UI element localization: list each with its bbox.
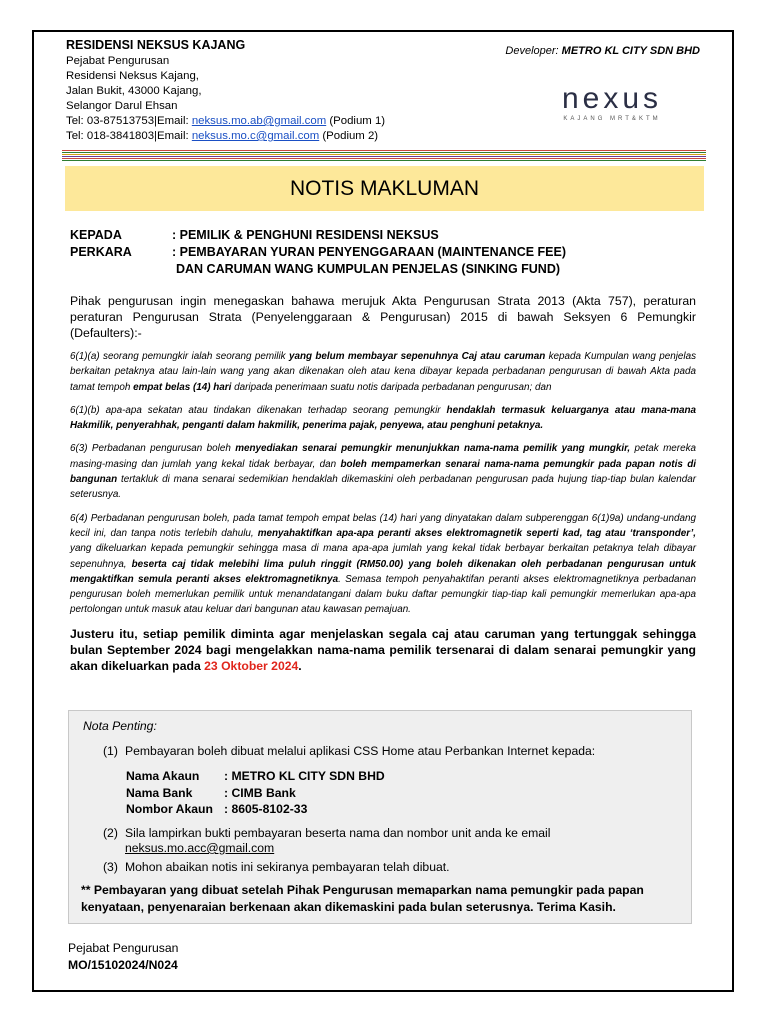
address-line: Pejabat Pengurusan	[66, 55, 170, 67]
subject-value: : PEMBAYARAN YURAN PENYENGGARAAN (MAINTENANCE FEE)	[172, 245, 567, 259]
account-name-row: Nama Akaun : METRO KL CITY SDN BHD	[126, 769, 385, 783]
accounts-email-link[interactable]: neksus.mo.acc@gmail.com	[125, 841, 275, 855]
recipient-value: : PEMILIK & PENGHUNI RESIDENSI NEKSUS	[172, 228, 439, 242]
decorative-rule-line	[62, 154, 706, 155]
clause-6-4: 6(4) Perbadanan pengurusan boleh, pada tamat tempoh empat belas (14) hari yang dinyatakan dalam subperenggan 6(1)9a) undang-undang kecil ini, dan tanpa notis terlebih dahulu, menyahaktifkan apa-apa peranti akses elektromagnetik seperti kad, tag atau ‘transponder’, yang dikeluarkan kepada pemungkir sehingga masa di mana apa-apa jumlah yang kekal tidak berbayar berkaitan petaknya telah dibayar sepenuhnya, beserta caj tidak melebihi lima puluh ringgit (RM50.00) yang boleh dikenakan oleh perbadanan pengurusan untuk mengaktifkan semula peranti akses elektromagnetiknya. Semasa tempoh penyahaktifan peranti akses elektromagnetiknya perbadanan pengurusan boleh memerlukan pemilik untuk menandatangani dalam buku daftar pemungkir tiap-tiap kali pemungkir memerlukan apa-apa pertolongan untuk masuk atau keluar dari bangunan atau kawasan pemajuan.	[70, 512, 696, 616]
decorative-rule-line	[62, 150, 706, 151]
contact-tel: Tel: 018-3841803|Email:	[66, 130, 192, 142]
address-line: Residensi Neksus Kajang,	[66, 70, 199, 82]
note-item-2: (2) Sila lampirkan bukti pembayaran beserta nama dan nombor unit anda ke email neksus.mo.acc@gmail.com	[103, 826, 551, 855]
notice-title-banner	[65, 166, 704, 211]
clause-6-1-a: 6(1)(a) seorang pemungkir ialah seorang pemilik yang belum membayar sepenuhnya Caj atau caruman kepada Kumpulan wang penjelas berkaitan petaknya atau lain-lain wang yang akan dikenakan oleh atau kena dibayar kepada perbadanan pengurusan di bawah Akta pada tamat tempoh empat belas (14) hari daripada penerimaan suatu notis daripada perbadanan pengurusan; dan	[70, 351, 697, 393]
notice-meta	[70, 227, 692, 278]
notice-body	[70, 293, 696, 674]
email-link-podium-2[interactable]: neksus.mo.c@gmail.com	[191, 130, 320, 142]
note-item-3: (3) Mohon abaikan notis ini sekiranya pembayaran telah dibuat.	[103, 860, 450, 874]
contact-podium-label: (Podium 2)	[319, 130, 379, 142]
note-item-1: (1) Pembayaran boleh dibuat melalui aplikasi CSS Home atau Perbankan Internet kepada:	[103, 744, 596, 758]
decorative-rule-line	[62, 160, 706, 161]
logo-wordmark: nexus	[561, 84, 663, 115]
notice-title: NOTIS MAKLUMAN	[289, 177, 480, 200]
nexus-logo	[526, 84, 698, 124]
contact-tel: Tel: 03-87513753|Email:	[66, 115, 192, 127]
letterhead	[66, 38, 385, 144]
reference-number: MO/15102024/N024	[68, 958, 178, 972]
developer-label: Developer:	[505, 45, 562, 57]
final-paragraph: Justeru itu, setiap pemilik diminta agar menjelaskan segala caj atau caruman yang tertunggak sehingga bulan September 2024 bagi mengelakkan nama-nama pemilik tersenarai di dalam senarai pemungkir yang akan dikeluarkan pada 23 Oktober 2024.	[70, 626, 696, 673]
intro-paragraph: Pihak pengurusan ingin menegaskan bahawa merujuk Akta Pengurusan Strata 2013 (Akta 757), peraturan peraturan Pengurusan Strata (Penyelenggaraan & Pengurusan) 2015 di bawah Seksyen 6 Pemungkir (Defaulters):-	[70, 294, 696, 340]
important-note-box	[68, 710, 692, 924]
decorative-rule-line	[62, 156, 706, 157]
subject-value-cont: DAN CARUMAN WANG KUMPULAN PENJELAS (SINKING FUND)	[176, 262, 561, 276]
deadline-date: 23 Oktober 2024	[204, 658, 299, 673]
recipient-row	[70, 227, 692, 244]
logo-subtext: KAJANG MRT&KTM	[563, 116, 661, 122]
address-line: Jalan Bukit, 43000 Kajang,	[66, 85, 202, 97]
note-title: Nota Penting:	[83, 719, 157, 733]
developer-line	[505, 45, 700, 57]
late-payment-note: ** Pembayaran yang dibuat setelah Pihak Pengurusan memaparkan nama pemungkir pada papan kenyataan, penyenaraian berkenaan akan dikemaskini pada bulan seterusnya. Terima Kasih.	[81, 883, 644, 914]
clause-6-3: 6(3) Perbadanan pengurusan boleh menyediakan senarai pemungkir menunjukkan nama-nama pemilik yang mungkir, petak mereka masing-masing dan jumlah yang kekal tidak berbayar, dan boleh mempamerkan senarai nama-nama pemungkir pada papan notis di bangunan tertakluk di mana senarai sedemikian hendaklah dikemaskini oleh perbadanan pengurusan pada hujung tiap-tiap bulan kalendar seterusnya.	[70, 443, 697, 501]
signature-block	[68, 940, 178, 974]
contact-line-podium-1	[66, 114, 385, 129]
contact-podium-label: (Podium 1)	[326, 115, 386, 127]
decorative-rule-line	[62, 152, 706, 153]
recipient-label: KEPADA	[70, 228, 122, 242]
account-number-row: Nombor Akaun : 8605-8102-33	[126, 802, 308, 816]
email-link-podium-1[interactable]: neksus.mo.ab@gmail.com	[191, 115, 327, 127]
bank-account-details	[126, 768, 385, 818]
decorative-rule-line	[62, 158, 706, 159]
subject-row	[70, 244, 692, 261]
issuer-office: Pejabat Pengurusan	[68, 941, 179, 955]
subject-label: PERKARA	[70, 245, 132, 259]
clause-6-1-b: 6(1)(b) apa-apa sekatan atau tindakan dikenakan terhadap seorang pemungkir hendaklah termasuk keluarganya atau mana-mana Hakmilik, penyerahhak, penganti dalam hakmilik, penerima pajak, penyewa, atau penghuni petaknya.	[70, 404, 696, 432]
address-line: Selangor Darul Ehsan	[66, 100, 178, 112]
decorative-rules	[62, 150, 706, 162]
developer-name: METRO KL CITY SDN BHD	[561, 45, 700, 57]
org-name: RESIDENSI NEKSUS KAJANG	[66, 38, 246, 52]
contact-line-podium-2	[66, 129, 385, 144]
bank-name-row: Nama Bank : CIMB Bank	[126, 785, 296, 800]
